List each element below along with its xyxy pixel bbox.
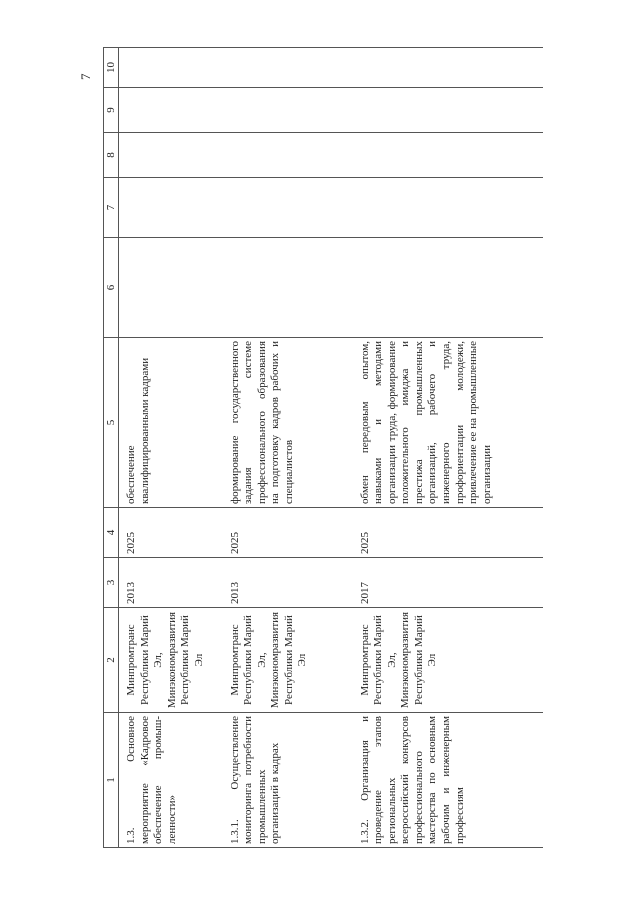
column-header: 8 — [104, 133, 119, 178]
empty-cell — [353, 238, 544, 338]
measure-cell: 1.3.1. Осуществление мониторинга потребности промышленных организаций в кадрах — [223, 713, 353, 848]
result-cell: обмен передовым опытом, навыками и методами организации труда, формирование положительного имиджа и престижа промышленных организаций, рабочего и инженерного труда, профориентации молодежи, привлечение ее на промышленные организации — [353, 338, 544, 508]
end-year-cell: 2025 — [119, 508, 223, 558]
start-year-cell: 2017 — [353, 558, 544, 608]
empty-cell — [353, 48, 544, 88]
end-year-cell: 2025 — [353, 508, 544, 558]
empty-cell — [353, 133, 544, 178]
empty-cell — [353, 178, 544, 238]
program-table — [103, 48, 543, 848]
column-header: 1 — [104, 713, 119, 848]
measure-cell: 1.3. Основное мероприятие «Кадровое обеспечение промышленности» — [119, 713, 223, 848]
column-header: 4 — [104, 508, 119, 558]
column-number-row — [104, 48, 119, 848]
empty-cell — [223, 48, 353, 88]
result-cell: формирование государственного задания системе профессионального образования на подготовку кадров рабочих и специалистов — [223, 338, 353, 508]
empty-cell — [119, 178, 223, 238]
empty-cell — [223, 88, 353, 133]
empty-cell — [223, 133, 353, 178]
column-header: 3 — [104, 558, 119, 608]
column-header: 7 — [104, 178, 119, 238]
empty-cell — [119, 48, 223, 88]
start-year-cell: 2013 — [223, 558, 353, 608]
empty-cell — [119, 238, 223, 338]
measure-cell: 1.3.2. Организация и проведение этапов региональных всероссийский конкурсов профессионального мастерства по основным рабочим и инженерным профессиям — [353, 713, 544, 848]
empty-cell — [119, 88, 223, 133]
table-row — [223, 48, 353, 848]
executor-cell: Минпромтранс Республики Марий Эл, Минэкономразвития Республики Марий Эл — [353, 608, 544, 713]
empty-cell — [353, 88, 544, 133]
column-header: 9 — [104, 88, 119, 133]
executor-cell: Минпромтранс Республики Марий Эл, Минэкономразвития Республики Марий Эл — [223, 608, 353, 713]
start-year-cell: 2013 — [119, 558, 223, 608]
table-row — [353, 48, 544, 848]
executor-cell: Минпромтранс Республики Марий Эл, Минэкономразвития Республики Марий Эл — [119, 608, 223, 713]
column-header: 5 — [104, 338, 119, 508]
end-year-cell: 2025 — [223, 508, 353, 558]
table-row — [119, 48, 223, 848]
column-header: 2 — [104, 608, 119, 713]
empty-cell — [223, 178, 353, 238]
column-header: 10 — [104, 48, 119, 88]
empty-cell — [223, 238, 353, 338]
empty-cell — [119, 133, 223, 178]
column-header: 6 — [104, 238, 119, 338]
page-number: 7 — [78, 73, 93, 80]
result-cell: обеспечение квалифицированными кадрами — [119, 338, 223, 508]
